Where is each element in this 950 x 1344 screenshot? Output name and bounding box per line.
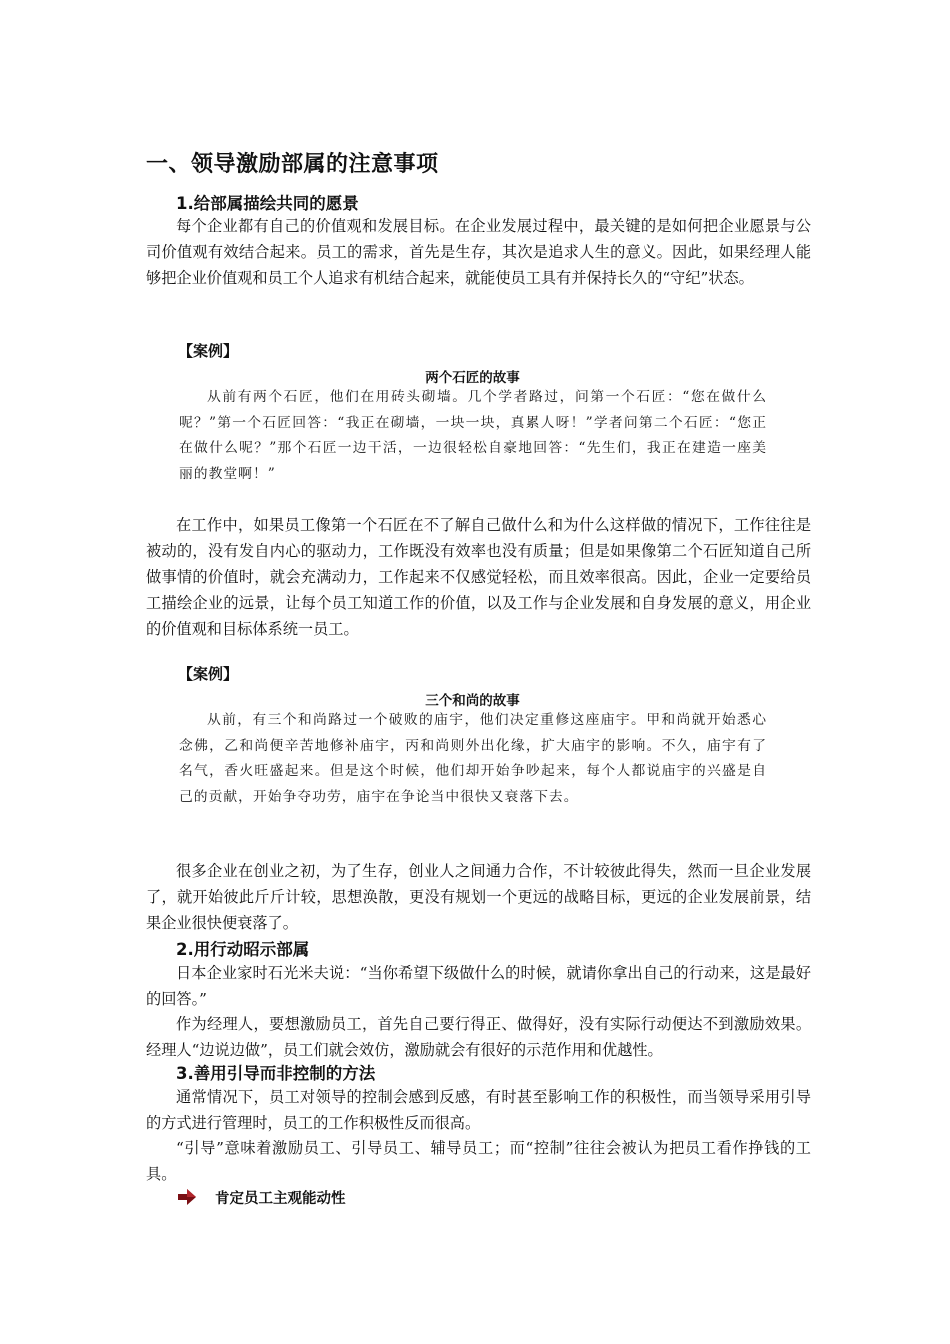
heading-2: 2.用行动昭示部属 — [176, 940, 310, 959]
heading-1: 1.给部属描绘共同的愿景 — [176, 194, 359, 213]
heading-3: 3.善用引导而非控制的方法 — [176, 1064, 376, 1083]
paragraph-guidance: 通常情况下，员工对领导的控制会感到反感，有时甚至影响工作的积极性，而当领导采用引导的方式进行管理时，员工的工作积极性反而很高。 — [146, 1088, 811, 1132]
story-body-monks: 从前，有三个和尚路过一个破败的庙宇，他们决定重修这座庙宇。甲和尚就开始悉心念佛，乙和尚便辛苦地修补庙宇，丙和尚则外出化缘，扩大庙宇的影响。不久，庙宇有了名气，香火旺盛起来。但是这个时候，他们却开始争吵起来，每个人都说庙宇的兴盛是自己的贡献，开始争夺功劳，庙宇在争论当中很快又衰落下去。 — [179, 712, 767, 805]
case-label-1: 【案例】 — [178, 342, 239, 360]
arrow-bullet-icon — [177, 1188, 197, 1206]
paragraph-vision: 每个企业都有自己的价值观和发展目标。在企业发展过程中，最关键的是如何把企业愿景与公司价值观有效结合起来。员工的需求，首先是生存，其次是追求人生的意义。因此，如果经理人能够把企业价值观和员工个人追求有机结合起来，就能使员工具有并保持长久的“守纪”状态。 — [146, 217, 811, 287]
paragraph-action-example: 作为经理人，要想激励员工，首先自己要行得正、做得好，没有实际行动便达不到激励效果。经理人“边说边做”，员工们就会效仿，激励就会有很好的示范作用和优越性。 — [146, 1015, 811, 1059]
story-body-stonemasons: 从前有两个石匠，他们在用砖头砌墙。几个学者路过，问第一个石匠：“您在做什么呢？”第一个石匠回答：“我正在砌墙，一块一块，真累人呀！”学者问第二个石匠：“您正在做什么呢？”那个石匠一边干活，一边很轻松自豪地回答：“先生们，我正在建造一座美丽的教堂啊！” — [179, 389, 767, 482]
paragraph-action-quote: 日本企业家时石光米夫说：“当你希望下级做什么的时候，就请你拿出自己的行动来，这是最好的回答。” — [146, 964, 811, 1008]
bullet-item — [177, 1185, 346, 1209]
section-title: 一、领导激励部属的注意事项 — [146, 152, 439, 177]
paragraph-stonemasons-lesson: 在工作中，如果员工像第一个石匠在不了解自己做什么和为什么这样做的情况下，工作往往是被动的，没有发自内心的驱动力，工作既没有效率也没有质量；但是如果像第二个石匠知道自己所做事情的价值时，就会充满动力，工作起来不仅感觉轻松，而且效率很高。因此，企业一定要给员工描绘企业的远景，让每个员工知道工作的价值，以及工作与企业发展和自身发展的意义，用企业的价值观和目标体系统一员工。 — [146, 516, 811, 638]
story-title-monks: 三个和尚的故事 — [425, 693, 520, 709]
paragraph-monks-lesson: 很多企业在创业之初，为了生存，创业人之间通力合作，不计较彼此得失，然而一旦企业发展了，就开始彼此斤斤计较，思想涣散，更没有规划一个更远的战略目标，更远的企业发展前景，结果企业很快便衰落了。 — [146, 862, 811, 932]
case-label-2: 【案例】 — [178, 665, 239, 683]
paragraph-guide-vs-control: “引导”意味着激励员工、引导员工、辅导员工；而“控制”往往会被认为把员工看作挣钱的工具。 — [146, 1139, 811, 1183]
story-title-stonemasons: 两个石匠的故事 — [425, 370, 520, 386]
bullet-text: 肯定员工主观能动性 — [215, 1190, 346, 1207]
